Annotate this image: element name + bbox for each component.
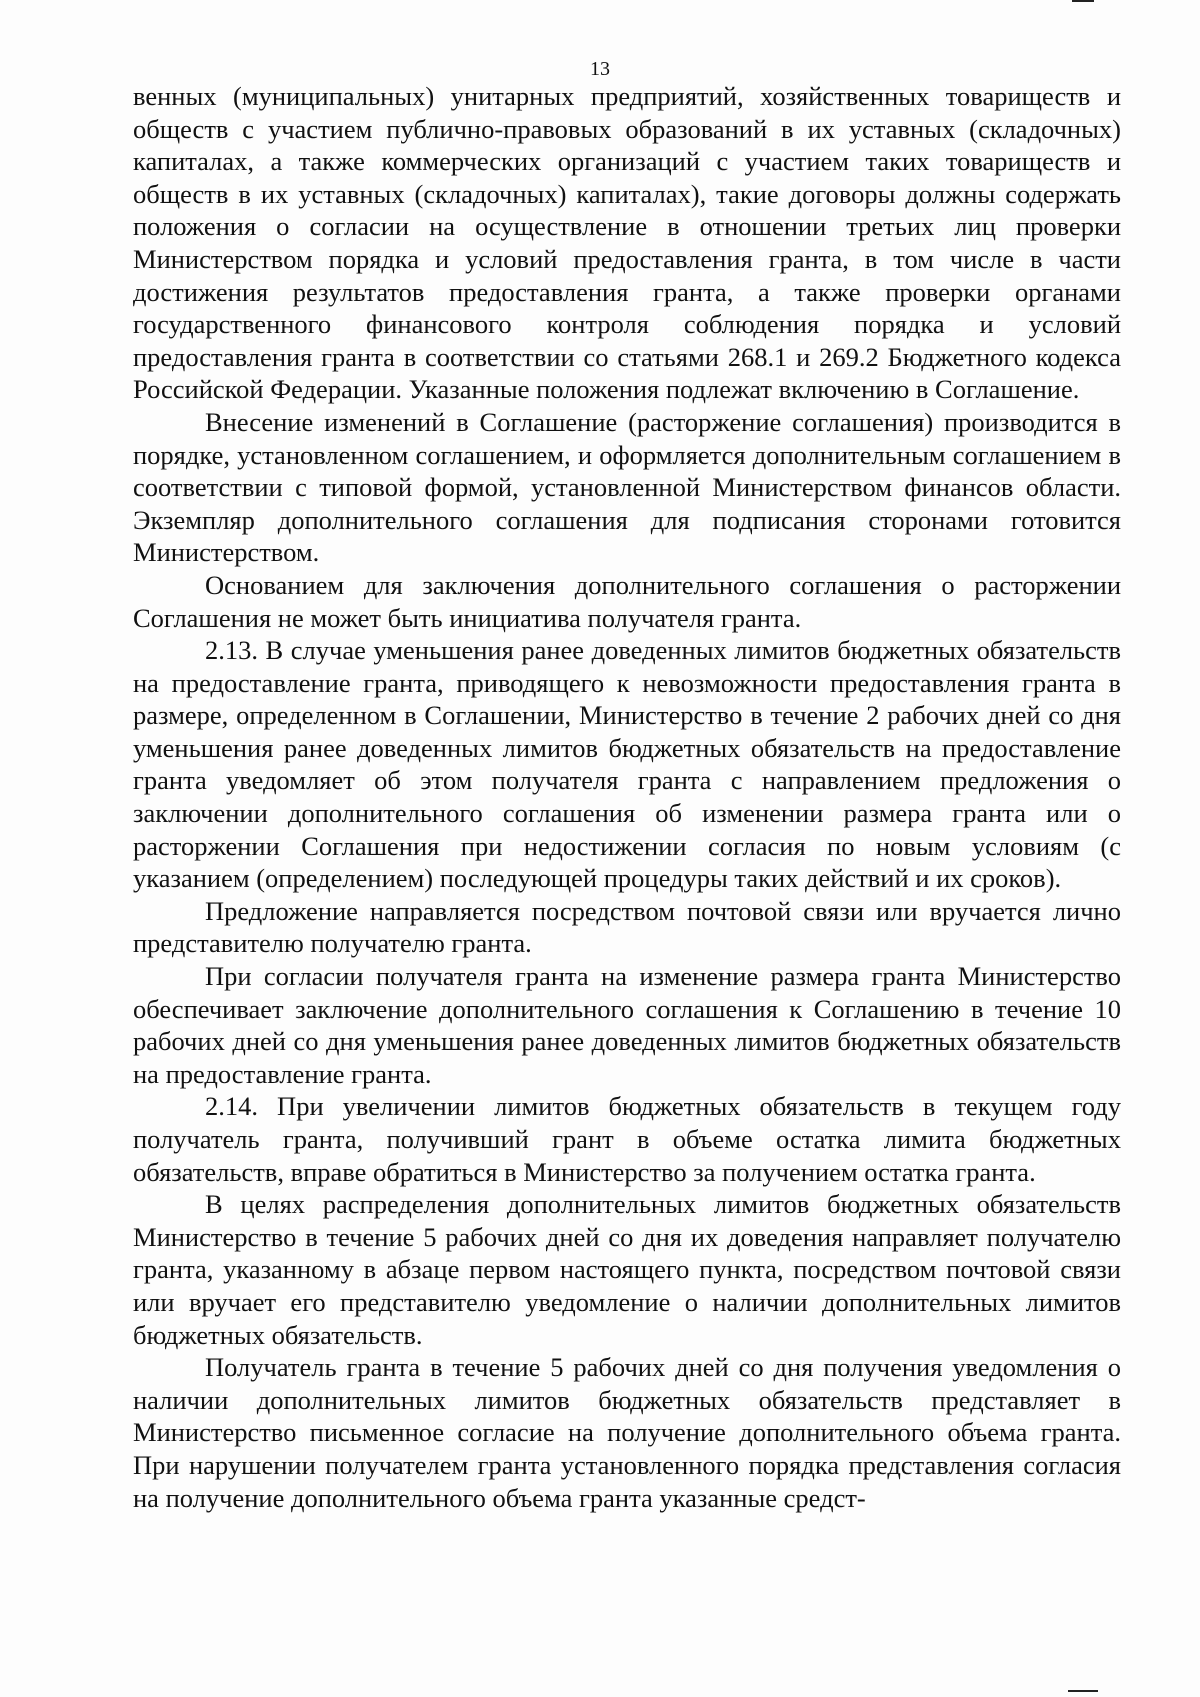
paragraph-2-14: 2.14. При увеличении лимитов бюджетных обязательств в текущем году получатель гранта, получивший грант в объеме остатка лимита бюджетных обязательств, вправе обратиться в Министерство за получением остатка гранта. — [133, 1091, 1121, 1187]
paragraph-amendments: Внесение изменений в Соглашение (расторжение соглашения) производится в порядке, установленном соглашением, и оформляется дополнительным соглашением в соответствии с типовой формой, установленной Министерством финансов области. Экземпляр дополнительного соглашения для подписания сторонами готовится Министерством. — [133, 406, 1121, 568]
scan-mark-bottom-right — [1068, 1690, 1098, 1692]
paragraph-additional-limits: В целях распределения дополнительных лимитов бюджетных обязательств Министерство в течение 5 рабочих дней со дня их доведения направляет получателю гранта, указанному в абзаце первом настоящего пункта, посредством почтовой связи или вручает его представителю уведомление о наличии дополнительных лимитов бюджетных обязательств. — [133, 1189, 1121, 1350]
paragraph-recipient-response: Получатель гранта в течение 5 рабочих дней со дня получения уведомления о наличии дополнительных лимитов бюджетных обязательств представляет в Министерство письменное согласие на получение дополнительного объема гранта. При нарушении получателем гранта установленного порядка представления согласия на получение дополнительного объема гранта указанные средст- — [133, 1352, 1121, 1513]
paragraph-2-13: 2.13. В случае уменьшения ранее доведенных лимитов бюджетных обязательств на предоставление гранта, приводящего к невозможности предоставления гранта в размере, определенном в Соглашении, Министерство в течение 2 рабочих дней со дня уменьшения ранее доведенных лимитов бюджетных обязательств на предоставление гранта уведомляет об этом получателя гранта с направлением предложения о заключении дополнительного соглашения об изменении размера гранта или о расторжении Соглашения при недостижении согласия по новым условиям (с указанием (определением) последующей процедуры таких действий и их сроков). — [133, 635, 1121, 894]
scan-mark-top-right — [1072, 0, 1094, 2]
paragraph-termination-basis: Основанием для заключения дополнительного соглашения о расторжении Соглашения не может быть инициатива получателя гранта. — [133, 569, 1121, 633]
paragraph-proposal-delivery: Предложение направляется посредством почтовой связи или вручается лично представителю получателю гранта. — [133, 895, 1121, 959]
paragraph-continuation: венных (муниципальных) унитарных предприятий, хозяйственных товариществ и обществ с участием публично-правовых образований в их уставных (складочных) капиталах, а также коммерческих организаций с участием таких товариществ и обществ в их уставных (складочных) капиталах), такие договоры должны содержать положения о согласии на осуществление в отношении третьих лиц проверки Министерством порядка и условий предоставления гранта, в том числе в части достижения результатов предоставления гранта, а также проверки органами государственного финансового контроля соблюдения порядка и условий предоставления гранта в соответствии со статьями 268.1 и 269.2 Бюджетного кодекса Российской Федерации. Указанные положения подлежат включению в Соглашение. — [133, 81, 1121, 405]
page-number: 13 — [590, 58, 610, 80]
document-body — [133, 80, 1121, 1514]
paragraph-recipient-consent: При согласии получателя гранта на изменение размера гранта Министерство обеспечивает заключение дополнительного соглашения к Соглашению в течение 10 рабочих дней со дня уменьшения ранее доведенных лимитов бюджетных обязательств на предоставление гранта. — [133, 961, 1121, 1089]
